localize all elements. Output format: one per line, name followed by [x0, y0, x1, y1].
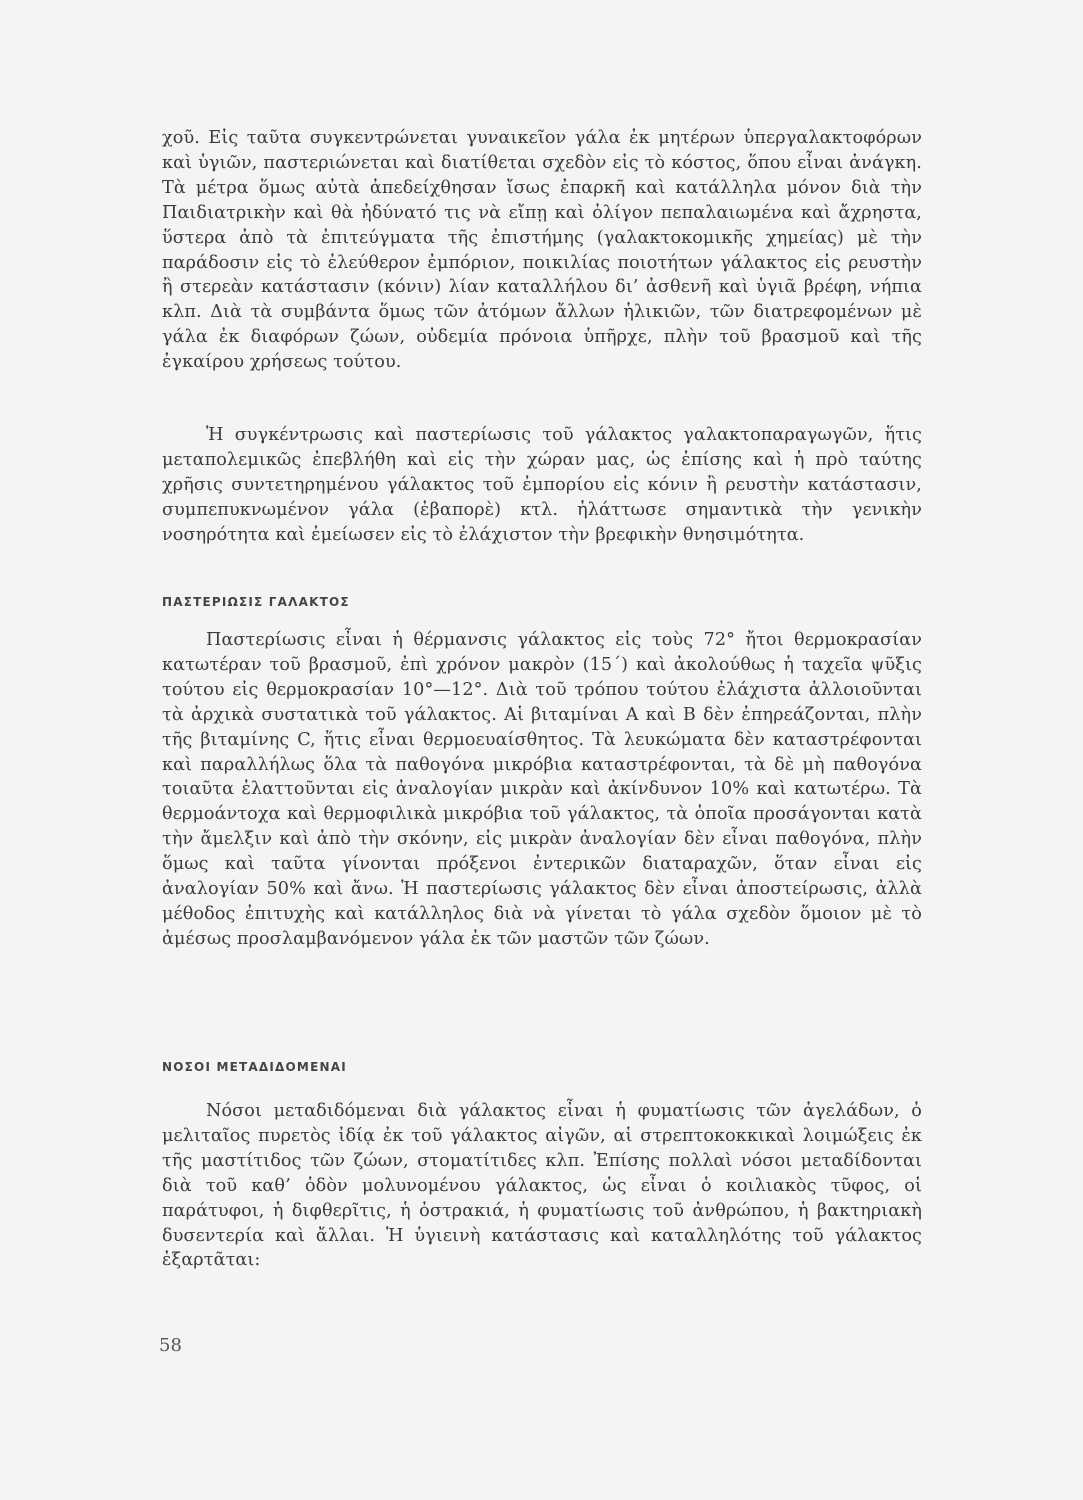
section-heading-pasteurization: ΠΑΣΤΕΡΙΩΣΙΣ ΓΑΛΑΚΤΟΣ — [162, 595, 350, 609]
section-heading-transmitted-diseases: ΝΟΣΟΙ ΜΕΤΑΔΙΔΟΜΕΝΑΙ — [162, 1060, 347, 1074]
paragraph-pasteurization: Παστερίωσις εἶναι ἡ θέρμανσις γάλακτος εἰς τοὺς 72° ἤτοι θερμοκρασίαν κατωτέραν τοῦ βρασμοῦ, ἐπὶ χρόνον μακρὸν (15΄) καὶ ἀκολούθως ἡ ταχεῖα ψῦξις τούτου εἰς θερμοκρασίαν 10°—12°. Διὰ τοῦ τρόπου τούτου ἐλάχιστα ἀλλοιοῦνται τὰ ἀρχικὰ συστατικὰ τοῦ γάλακτος. Αἱ βιταμίναι Α καὶ Β δὲν ἐπηρεάζονται, πλὴν τῆς βιταμίνης C, ἥτις εἶναι θερμοευαίσθητος. Τὰ λευκώματα δὲν καταστρέφονται καὶ παραλλήλως ὅλα τὰ παθογόνα μικρόβια καταστρέφονται, τὰ δὲ μὴ παθογόνα τοιαῦτα ἐλαττοῦνται εἰς ἀναλογίαν μικρὰν καὶ ἀκίνδυνον 10% καὶ κατωτέρω. Τὰ θερμοάντοχα καὶ θερμοφιλικὰ μικρόβια τοῦ γάλακτος, τὰ ὁποῖα προσάγονται κατὰ τὴν ἄμελξιν καὶ ἀπὸ τὴν σκόνην, εἰς μικρὰν ἀναλογίαν δὲν εἶναι παθογόνα, πλὴν ὅμως καὶ ταῦτα γίνονται πρόξενοι ἐντερικῶν διαταραχῶν, ὅταν εἶναι εἰς ἀναλογίαν 50% καὶ ἄνω. Ἡ παστερίωσις γάλακτος δὲν εἶναι ἀποστείρωσις, ἀλλὰ μέθοδος ἐπιτυχὴς καὶ κατάλληλος διὰ νὰ γίνεται τὸ γάλα σχεδὸν ὅμοιον μὲ τὸ ἀμέσως προσλαμβανόμενον γάλα ἐκ τῶν μαστῶν τῶν ζώων. — [162, 630, 922, 949]
paragraph-continuation: χοῦ. Εἰς ταῦτα συγκεντρώνεται γυναικεῖον γάλα ἐκ μητέρων ὑπεργαλακτοφόρων καὶ ὑγιῶν, παστεριώνεται καὶ διατίθεται σχεδὸν εἰς τὸ κόστος, ὅπου εἶναι ἀνάγκη. Τὰ μέτρα ὅμως αὐτὰ ἀπεδείχθησαν ἴσως ἐπαρκῆ καὶ κατάλληλα μόνον διὰ τὴν Παιδιατρικὴν καὶ θὰ ἠδύνατό τις νὰ εἴπῃ καὶ ὀλίγον πεπαλαιωμένα καὶ ἄχρηστα, ὕστερα ἀπὸ τὰ ἐπιτεύγματα τῆς ἐπιστήμης (γαλακτοκομικῆς χημείας) μὲ τὴν παράδοσιν εἰς τὸ ἐλεύθερον ἐμπόριον, ποικιλίας ποιοτήτων γάλακτος εἰς ρευστὴν ἢ στερεὰν κατάστασιν (κόνιν) λίαν καταλλήλου δι’ ἀσθενῆ καὶ ὑγιᾶ βρέφη, νήπια κλπ. Διὰ τὰ συμβάντα ὅμως τῶν ἀτόμων ἄλλων ἡλικιῶν, τῶν διατρεφομένων μὲ γάλα ἐκ διαφόρων ζώων, οὐδεμία πρόνοια ὑπῆρχε, πλὴν τοῦ βρασμοῦ καὶ τῆς ἐγκαίρου χρήσεως τούτου. — [162, 128, 922, 373]
paragraph-concentration: Ἡ συγκέντρωσις καὶ παστερίωσις τοῦ γάλακτος γαλακτοπαραγωγῶν, ἥτις μεταπολεμικῶς ἐπεβλήθη καὶ εἰς τὴν χώραν μας, ὡς ἐπίσης καὶ ἡ πρὸ ταύτης χρῆσις συντετηρημένου γάλακτος τοῦ ἐμπορίου εἰς κόνιν ἢ ρευστὴν κατάστασιν, συμπεπυκνωμένον γάλα (ἐβαπορὲ) κτλ. ἠλάττωσε σημαντικὰ τὴν γενικὴν νοσηρότητα καὶ ἐμείωσεν εἰς τὸ ἐλάχιστον τὴν βρεφικὴν θνησιμότητα. — [162, 425, 922, 545]
page-number: 58 — [159, 1335, 182, 1356]
paragraph-transmitted-diseases: Νόσοι μεταδιδόμεναι διὰ γάλακτος εἶναι ἡ φυματίωσις τῶν ἀγελάδων, ὁ μελιταῖος πυρετὸς ἰδίᾳ ἐκ τοῦ γάλακτος αἰγῶν, αἱ στρεπτοκοκκικαὶ λοιμώξεις ἐκ τῆς μαστίτιδος τῶν ζώων, στοματίτιδες κλπ. Ἐπίσης πολλαὶ νόσοι μεταδίδονται διὰ τοῦ καθ’ ὁδὸν μολυνομένου γάλακτος, ὡς εἶναι ὁ κοιλιακὸς τῦφος, οἱ παράτυφοι, ἡ διφθερῖτις, ἡ ὀστρακιά, ἡ φυματίωσις τοῦ ἀνθρώπου, ἡ βακτηριακὴ δυσεντερία καὶ ἄλλαι. Ἡ ὑγιεινὴ κατάστασις καὶ καταλληλότης τοῦ γάλακτος ἐξαρτᾶται: — [162, 1101, 922, 1271]
